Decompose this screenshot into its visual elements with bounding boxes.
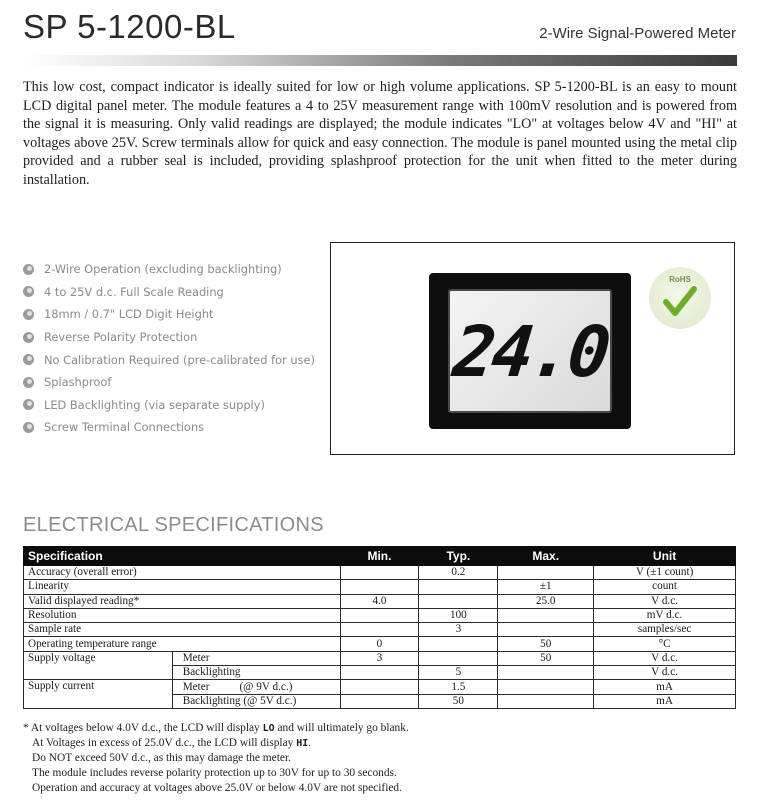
feature-list [23,258,315,439]
table-row: Accuracy (overall error) 0.2 V (±1 count) [24,566,736,580]
page-title: SP 5-1200-BL [23,8,236,45]
bullet-icon [23,309,34,320]
footnote-line: Do NOT exceed 50V d.c., as this may damage the meter. [32,752,291,764]
feature-item: Reverse Polarity Protection [23,326,315,349]
table-row: Linearity ±1 count [24,580,736,594]
feature-item: 18mm / 0.7" LCD Digit Height [23,303,315,326]
table-row: Operating temperature range 0 50 °C [24,637,736,651]
lcd-display [448,289,612,413]
product-image-frame [330,242,735,455]
lcd-reading: 24.0 [449,311,611,393]
bullet-icon [23,286,34,297]
column-header: Min. [340,547,419,566]
footnote-line: At Voltages in excess of 25.0V d.c., the LCD will display HI. [32,737,312,749]
page-subtitle: 2-Wire Signal-Powered Meter [539,25,736,42]
product-description: This low cost, compact indicator is ideally suited for low or high volume applications. SP 5-1200-BL is an easy to mount LCD digital panel meter. The module features a 4 to 25V measurement range with 100mV resolution and is powered from the signal it is measuring. Only valid readings are displayed; the module indicates "LO" at voltages below 4V and "HI" at voltages above 25V. Screw terminals allow for quick and easy connection. The module is panel mounted using the metal clip provided and a rubber seal is included, providing splashproof protection for the unit when fitted to the meter during installation. [23,79,737,188]
bullet-icon [23,422,34,433]
bullet-icon [23,354,34,365]
footnotes [23,721,409,796]
table-row: Supply voltage Meter 3 50 V d.c. [24,651,736,665]
table-row: Sample rate 3 samples/sec [24,623,736,637]
rohs-badge [649,267,711,329]
column-header: Specification [24,547,341,566]
bullet-icon [23,264,34,275]
feature-item: No Calibration Required (pre-calibrated for use) [23,348,315,371]
table-header-row [24,547,736,566]
footnote-line: The module includes reverse polarity protection up to 30V for up to 30 seconds. [32,767,397,779]
bullet-icon [23,399,34,410]
column-header: Max. [498,547,594,566]
checkmark-icon [663,285,697,319]
rohs-label: RoHS [669,275,691,284]
footnote-line: * At voltages below 4.0V d.c., the LCD will display LO and will ultimately go blank. [23,722,409,734]
feature-item: LED Backlighting (via separate supply) [23,394,315,417]
section-heading: ELECTRICAL SPECIFICATIONS [23,514,324,536]
column-header: Unit [594,547,736,566]
bullet-icon [23,377,34,388]
table-row: Supply current Meter (@ 9V d.c.) 1.5 mA [24,680,736,694]
feature-item: 2-Wire Operation (excluding backlighting) [23,258,315,281]
header-gradient-bar [22,55,737,66]
bullet-icon [23,332,34,343]
table-row: Valid displayed reading* 4.0 25.0 V d.c. [24,594,736,608]
feature-item: Screw Terminal Connections [23,416,315,439]
meter-bezel [429,273,631,429]
table-row: Backlighting (@ 5V d.c.) 50 mA [24,694,736,708]
footnote-line: Operation and accuracy at voltages above 25.0V or below 4.0V are not specified. [32,782,402,794]
feature-item: 4 to 25V d.c. Full Scale Reading [23,281,315,304]
spec-table [23,546,736,709]
column-header: Typ. [419,547,498,566]
table-row: Backlighting 5 V d.c. [24,666,736,680]
feature-item: Splashproof [23,371,315,394]
table-row: Resolution 100 mV d.c. [24,608,736,622]
